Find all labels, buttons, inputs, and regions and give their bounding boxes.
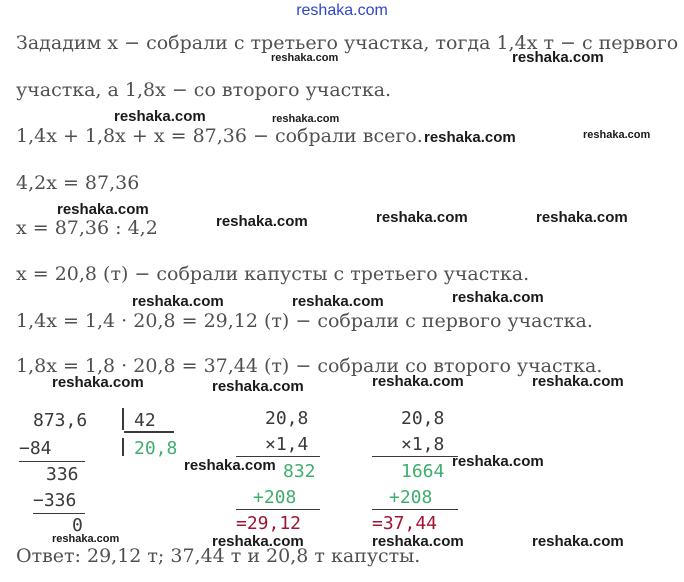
mult2-partial-2: +208 [389,487,433,508]
mult1-a: 20,8 [265,408,309,429]
division-dividend: 873,6 [33,410,88,431]
watermark: reshaka.com [583,129,651,141]
answer-line: Ответ: 29,12 т; 37,44 т и 20,8 т капусты. [16,545,421,567]
watermark: reshaka.com [452,289,544,306]
watermark: reshaka.com [52,533,120,545]
division-step-4: 0 [72,515,83,536]
watermark: reshaka.com [372,533,464,550]
division-step-2: 336 [46,464,79,485]
mult1-partial-1: 832 [283,461,316,482]
text-line-2: участка, а 1,8x − со второго участка. [16,79,392,101]
mult2-partial-1: 1664 [401,461,445,482]
division-divisor: 42 [134,410,156,431]
text-line-5: x = 87,36 : 4,2 [16,217,158,239]
text-line-1: Зададим x − собрали с третьего участка, тогда 1,4x т − с первого [16,32,679,54]
watermark: reshaka.com [272,113,340,125]
watermark: reshaka.com [512,49,604,66]
watermark: reshaka.com [424,129,516,146]
mult2-rule-1 [372,456,458,457]
watermark: reshaka.com [452,453,544,470]
watermark: reshaka.com [114,108,206,125]
mult2-a: 20,8 [401,408,445,429]
watermark: reshaka.com [212,378,304,395]
watermark: reshaka.com [216,213,308,230]
watermark: reshaka.com [57,201,149,218]
mult1-partial-2: +208 [253,487,297,508]
watermark: reshaka.com [271,52,339,64]
watermark: reshaka.com [372,373,464,390]
mult2-rule-2 [372,509,458,510]
mult1-rule-2 [236,509,320,510]
watermark: reshaka.com [52,374,144,391]
mult1-b: ×1,4 [265,434,309,455]
text-line-8: 1,8x = 1,8 · 20,8 = 37,44 (т) − собрали со второго участка. [16,355,603,377]
mult2-result: =37,44 [372,513,438,534]
division-rule-1 [19,461,85,462]
text-line-7: 1,4x = 1,4 · 20,8 = 29,12 (т) − собрали с первого участка. [16,310,593,332]
text-line-3: 1,4x + 1,8x + x = 87,36 − собрали всего. [16,125,423,147]
text-line-6: x = 20,8 (т) − собрали капусты с третьего участка. [16,263,530,285]
division-quotient: 20,8 [134,438,178,459]
division-step-1: −84 [19,438,52,459]
division-bar-2 [122,438,124,456]
watermark: reshaka.com [184,457,276,474]
mult2-b: ×1,8 [401,434,445,455]
text-line-4: 4,2x = 87,36 [16,172,140,194]
watermark: reshaka.com [292,293,384,310]
division-quotient-line [124,431,174,433]
division-rule-2 [33,513,85,514]
watermark: reshaka.com [532,373,624,390]
division-bar [122,408,124,430]
division-step-3: −336 [33,490,77,511]
site-header[interactable]: reshaka.com [296,2,388,19]
watermark: reshaka.com [532,533,624,550]
watermark: reshaka.com [212,533,304,550]
watermark: reshaka.com [376,209,468,226]
watermark: reshaka.com [536,209,628,226]
watermark: reshaka.com [132,293,224,310]
mult1-result: =29,12 [236,513,302,534]
